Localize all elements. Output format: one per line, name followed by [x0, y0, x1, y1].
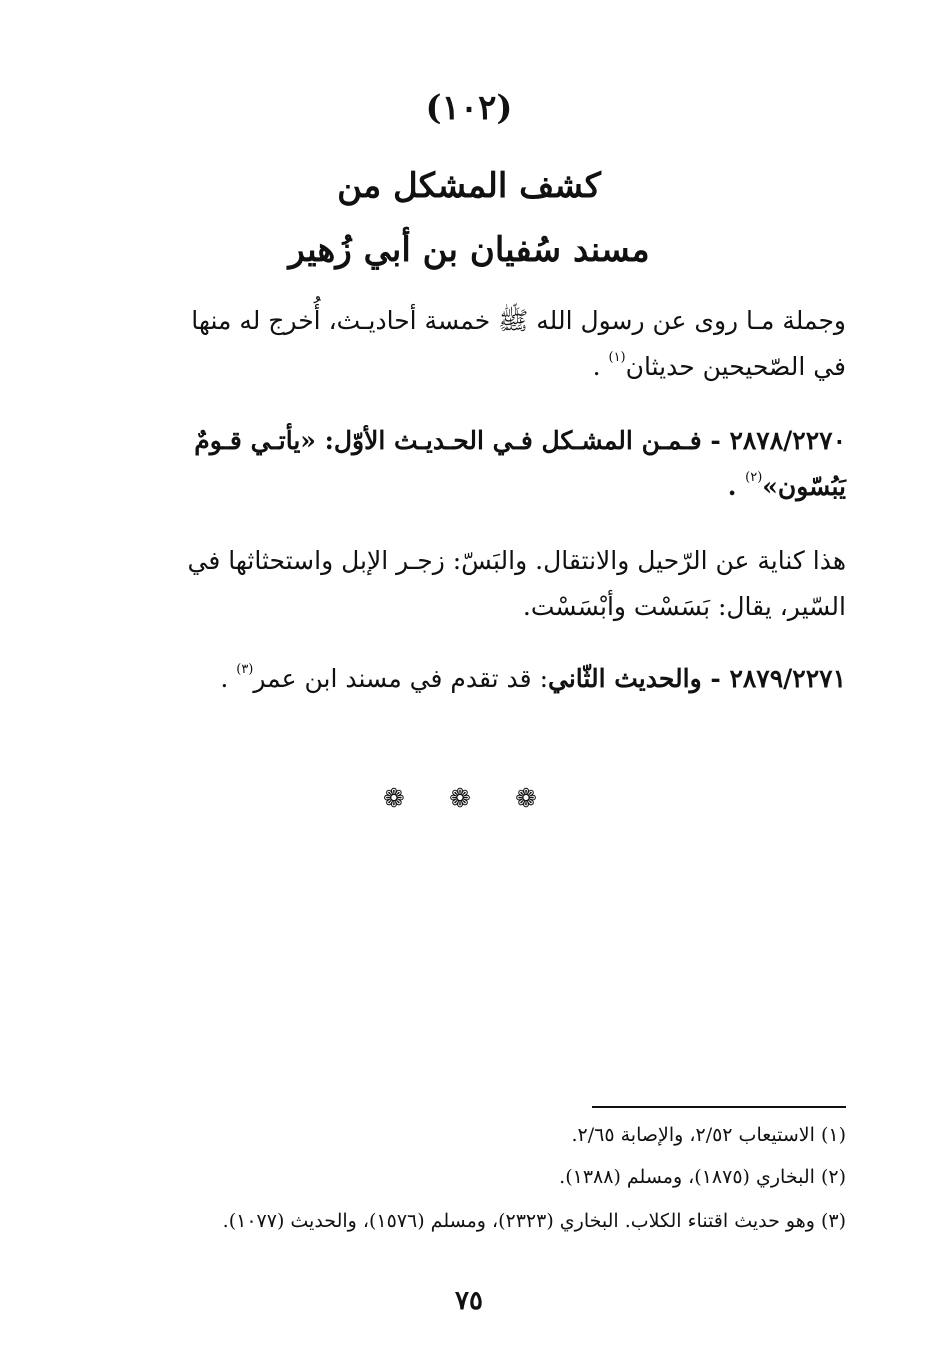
explanation-line-2: السّير، يقال: بَسَسْت وأبْسَسْت. — [522, 592, 846, 621]
footnote-ref-2[interactable]: (٢) — [745, 470, 763, 485]
hadith-2-end: . — [220, 664, 237, 693]
intro-paragraph — [86, 298, 846, 390]
footnote-3: (٣) وهو حديث اقتناء الكلاب. البخاري (٢٣٢٣)، ومسلم (١٥٧٦)، والحديث (١٠٧٧). — [222, 1210, 846, 1232]
ornament-divider: ❁ ❁ ❁ — [383, 784, 555, 814]
hadith-1-end: . — [727, 472, 746, 501]
footnote-separator — [592, 1106, 846, 1108]
hadith-1-line-1 — [86, 418, 846, 464]
hadith-2-line — [86, 656, 846, 702]
footnote-ref-3[interactable]: (٣) — [236, 662, 254, 677]
hadith-1-number: ٢٨٧٨/٢٢٧٠ — [729, 426, 846, 455]
chapter-title: كشف المشكل من — [337, 166, 601, 206]
hadith-2-label: - والحديث الثّاني — [548, 664, 730, 693]
page-number: ٧٥ — [455, 1286, 483, 1316]
hadith-1-line-2 — [86, 464, 846, 510]
section-number: (١٠٢) — [425, 88, 513, 128]
intro-line-2 — [86, 344, 846, 390]
explanation-paragraph — [86, 538, 846, 630]
hadith-1-paragraph — [86, 418, 846, 510]
hadith-2-paragraph — [86, 656, 846, 702]
hadith-2-text: : قد تقدم في مسند ابن عمر — [253, 664, 549, 693]
hadith-1-quote-end: يَبُسّون» — [762, 472, 846, 501]
hadith-2-number: ٢٨٧٩/٢٢٧١ — [729, 664, 846, 693]
hadith-1-text: - فـمـن المشـكل فـي الحـديـث الأوّل: «يأتـي قـومٌ — [194, 426, 730, 455]
explanation-line-1: هذا كناية عن الرّحيل والانتقال. والبَسّ: زجـر الإبل واستحثاثها في — [187, 546, 846, 575]
chapter-subtitle: مسند سُفيان بن أبي زُهير — [288, 230, 650, 270]
footnote-ref-1[interactable]: (١) — [608, 350, 626, 365]
intro-line-2-text: في الصّحيحين حديثان — [625, 352, 846, 381]
intro-line-1: وجملة مـا روى عن رسول الله ﷺ خمسة أحاديـث، أُخرج له منها — [191, 306, 846, 335]
footnote-1: (١) الاستيعاب ٢/٥٢، والإصابة ٢/٦٥. — [571, 1124, 846, 1146]
intro-end: . — [592, 352, 609, 381]
footnote-2: (٢) البخاري (١٨٧٥)، ومسلم (١٣٨٨). — [559, 1166, 846, 1188]
